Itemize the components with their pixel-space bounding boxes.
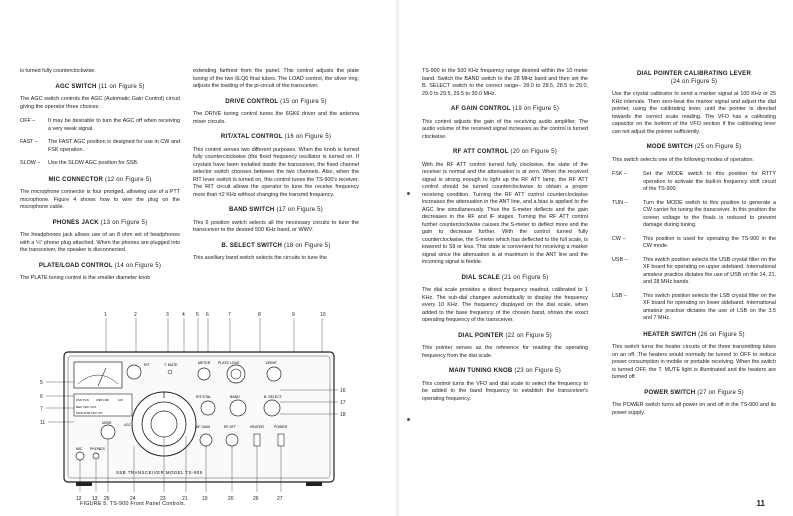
paragraph: TS-900 to the 500 KHz frequency range desired within the 10 meter band. Switch the BAND switch to the 28 MHz band and then set the B. SELECT switch to the correct range– 28.0 to 28.5, 28.5 to 29.0, 29.0 to 29.5, 29.5 to 30.0 MHz. xyxy=(422,68,588,97)
agc-definition-list xyxy=(20,118,180,168)
paragraph: The headphones jack allows use of an 8 ohm set of headphones with a ¼" phone plug attached. When the phones are plugged into the transceiver, the speaker is disconnected. xyxy=(20,232,180,253)
section-heading-rit-xtal: RIT/XTAL CONTROL (16 on Figure 5) xyxy=(220,133,332,140)
section-heading-phones: PHONES JACK (13 on Figure 5) xyxy=(52,218,148,226)
definition-term: FAST – xyxy=(20,139,38,145)
section-heading-mic: MIC CONNECTOR (12 on Figure 5) xyxy=(48,175,152,183)
paragraph: This switch turns the heater circuits of the three transmitting tubes on an off. The heaters would normally be turned to OFF to reduce power consumption in mobile or portable receiving. When the switch is turned OFF, the T. MUTE light is illuminated and the heaters are turned off. xyxy=(612,344,776,380)
panel-label: FSK TUN xyxy=(76,398,89,402)
callout-number: 16 xyxy=(340,388,346,394)
callout-number: 13 xyxy=(92,496,98,502)
callout-number: 1 xyxy=(104,312,107,318)
rit-knob xyxy=(127,365,141,379)
panel-label: USB LSB xyxy=(96,398,109,402)
phones-jack xyxy=(93,453,99,459)
panel-label: RF ATT xyxy=(224,425,236,429)
callout-number: 6 xyxy=(206,312,209,318)
af-gain-knob xyxy=(200,434,212,446)
section-heading-power: POWER SWITCH (27 on Figure 5) xyxy=(644,388,744,396)
paragraph: The dial scale provides a direct frequency readout, calibrated to 1 KHz. The sub-dial changes automatically to display the frequency every 10 KHz. The frequency displayed on the dial scale, when added to the base frequency of the chosen band, shows the exact operating frequency of the transceiver. xyxy=(422,287,588,323)
panel-label: BAND xyxy=(230,395,240,399)
callout-number: 27 xyxy=(277,496,283,502)
section-heading-rf-att: RF ATT CONTROL (20 on Figure 5) xyxy=(453,148,557,155)
panel-label: AGC xyxy=(124,423,131,427)
callout-number: 19 xyxy=(202,496,208,502)
panel-label: RIT xyxy=(144,363,150,367)
paragraph: With the RF ATT control turned fully clockwise, the state of the receiver is normal and the attenuation is at zero. When the received signal is strong enough to light up the RF ATT lamp, the RF ATT control should be turned counterclockwise to obtain a proper receiving condition. Turning the RF ATT control counterclockwise increases the attenuation in the ANT line, and a bias is applied to the AGC line simultaneously. Thus the S-meter deflects and the gain decreases in the RF and IF stages. Turning the RF ATT control further counterclockwise causes the S-meter to deflect more and the gain to decrease further. With the control turned fully counterclockwise, the S-meter which has deflected to the full scale, is lowered to S9 or less. This state is convenient for receiving a marker signal since the attenuation is at maximum in the ANT line and the incoming signal is feeble. xyxy=(422,161,588,265)
callout-leaders-top xyxy=(106,318,322,354)
panel-label: REC OFF VOX xyxy=(76,405,97,409)
definition-term: USB – xyxy=(612,256,628,263)
callout-number: 17 xyxy=(340,400,346,406)
power-switch xyxy=(278,434,284,446)
definition-term: TUN – xyxy=(612,199,628,206)
column-1 xyxy=(20,68,180,290)
callout-number: 26 xyxy=(253,496,259,502)
paragraph: The POWER switch turns all power on and off in the TS-900 and its power supply. xyxy=(612,402,776,416)
mic-connector xyxy=(76,452,84,460)
b-select-knob xyxy=(264,400,280,416)
callout-number: 5 xyxy=(40,380,43,386)
callout-number: 7 xyxy=(228,312,231,318)
section-heading-heater: HEATER SWITCH (26 on Figure 5) xyxy=(643,330,745,338)
definition-term: CW – xyxy=(612,235,626,242)
section-heading-b-select: B. SELECT SWITCH (18 on Figure 5) xyxy=(221,241,331,249)
paragraph: This pointer serves as the reference for reading the operating frequency from the dial scale. xyxy=(422,345,588,359)
mode-definition-list xyxy=(612,171,776,323)
panel-label: MODE xyxy=(102,421,112,425)
panel-label: MON MTR OFF ON xyxy=(76,411,103,415)
binding-hole xyxy=(407,418,410,421)
panel-label: POWER xyxy=(274,425,288,429)
paragraph: This switch selects one of the following modes of operation. xyxy=(612,156,755,163)
section-heading-dial-pointer: DIAL POINTER (22 on Figure 5) xyxy=(458,331,552,339)
definition-desc: The FAST AGC position is designed for use in CW and FSK operation. xyxy=(48,139,180,153)
page-number: 11 xyxy=(756,499,765,508)
column-4 xyxy=(612,68,776,424)
definition-desc: This position is used for operating the TS-900 in the CW mode. xyxy=(643,235,776,249)
callout-number: 6 xyxy=(40,394,43,400)
section-heading-band: BAND SWITCH (17 on Figure 5) xyxy=(229,206,323,213)
callout-number: 9 xyxy=(292,312,295,318)
paragraph: extending farthest from the panel. This control adjusts the plate tuning of the two 6LQ6 final tubes. The LOAD control, the silver ring, adjusts the loading of the pi-circuit of the transceiver. xyxy=(193,68,359,89)
front-panel-figure xyxy=(36,306,356,506)
section-heading-calibrating-lever: DIAL POINTER CALIBRATING LEVER (24 on Figure 5) xyxy=(636,70,752,85)
callout-number: 7 xyxy=(40,406,43,412)
paragraph: This 6 position switch selects all the necessary circuits to tune the transceiver to the desired 500 KHz band, or WWV. xyxy=(193,219,359,233)
section-heading-af-gain: AF GAIN CONTROL (19 on Figure 5) xyxy=(450,105,560,112)
paragraph: This control turns the VFO and dial scale to select the frequency to be added to the band frequency to establish the transceiver's operating frequency. xyxy=(422,380,588,402)
model-label: SSB TRANSCEIVER MODEL TS-900 xyxy=(116,470,203,475)
meter-switch-knob xyxy=(198,368,210,380)
definition-desc: It may be desirable to turn the AGC off when receiving a very weak signal. xyxy=(48,118,180,132)
paragraph: This auxiliary band switch selects the circuits to tune the xyxy=(193,255,327,261)
panel-label: METER xyxy=(198,361,211,365)
mode-knob xyxy=(101,425,115,439)
callout-number: 11 xyxy=(40,420,46,426)
panel-label: T. MUTE xyxy=(164,363,178,367)
callout-number: 25 xyxy=(104,496,110,502)
column-2 xyxy=(193,68,359,270)
page-gutter xyxy=(396,0,399,516)
band-switch-knob xyxy=(230,400,246,416)
rf-att-knob xyxy=(226,434,238,446)
definition-desc: Turn the MODE switch to this position to generate a CW carrier for tuning the transceiver. In this position the screen voltage to the finals is reduced to prevent damage during tuning. xyxy=(643,199,776,228)
panel-label: B. SELECT xyxy=(264,395,282,399)
panel-label: RIT/XTAL xyxy=(196,395,212,399)
panel-label: AF GAIN xyxy=(196,425,211,429)
paragraph: The PLATE tuning control is the smaller diameter knob xyxy=(20,275,151,281)
panel-label: PHONES xyxy=(90,447,105,451)
paragraph: This control serves two different purposes. When the knob is turned fully counterclockwise (the fixed frequency oscillator is turned on. If crystals have been installed inside the transceiver, the fixed channel selector switch chooses between the two channels. Also, when the RIT lever switch is turned on, this control tunes the TS-900's receiver. The RIT circuit allows the operator to tune the receive frequency more than ±2 KHz without changing the transmit frequency. xyxy=(193,146,359,198)
callout-number: 2 xyxy=(134,312,137,318)
callout-number: 3 xyxy=(166,312,169,318)
callout-number: 23 xyxy=(160,496,166,502)
top-callouts xyxy=(104,312,326,318)
paragraph: Use the crystal calibrator to send a marker signal at 100 KHz or 25 KHz intervals. Then zero-beat the marker signal and adjust the dial pointer, using the calibrating lever, until the pointer is directed towards the correct scale reading. The VFO has a calibrating capacitor on the bottom of the VFO section if the calibrating lever can not adjust the pointer sufficiently. xyxy=(612,91,776,135)
section-heading-plate-load: PLATE/LOAD CONTROL (14 on Figure 5) xyxy=(38,261,162,269)
panel-label: PLATE LOAD xyxy=(218,361,240,365)
paragraph: The microphone connector is four pronged, allowing use of a PTT microphone. Figure 4 shows how to wire the plug on the microphone cable. xyxy=(20,189,180,210)
callout-number: 18 xyxy=(340,412,346,418)
definition-desc: This switch position selects the USB crystal filter on the XF board for operating on upper sideband. International amateur practice dictates the use of USB on the 14, 21, and 28 MHz bands. xyxy=(643,256,776,285)
rit-xtal-knob xyxy=(201,401,215,415)
section-heading-agc: AGC SWITCH (11 on Figure 5) xyxy=(55,82,145,90)
panel-label: MIC xyxy=(76,447,83,451)
definition-term: SLOW – xyxy=(20,160,41,166)
callout-number: 5 xyxy=(196,312,199,318)
section-heading-main-tuning: MAIN TUNING KNOB (23 on Figure 5) xyxy=(449,367,561,374)
definition-desc: Set the MODE switch to this position for RTTY operation to activate the built-in frequency shift circuit of the TS-900. xyxy=(643,171,776,192)
definition-desc: This switch position selects the LSB crystal filter on the XF board for operating on lower sideband. International amateur practice dictates the use of LSB on the 3.5 and 7 MHz. xyxy=(643,292,776,321)
panel-label: DRIVE xyxy=(266,361,277,365)
figure-caption: FIGURE 5. TS-900 Front Panel Controls. xyxy=(80,501,186,507)
definition-term: LSB – xyxy=(612,292,627,299)
binding-hole xyxy=(407,192,410,195)
paragraph: The DRIVE tuning control tunes the 6GK6 driver and the antenna mixer circuits. xyxy=(193,111,359,125)
paragraph: The AGC switch controls the AGC (Automatic Gain Control) circuit giving the operator three choices: xyxy=(20,96,180,110)
panel-label: HEATER xyxy=(250,425,264,429)
paragraph: This control adjusts the gain of the receiving audio amplifier. The audio volume of the received signal increases as the control is turned clockwise. xyxy=(422,118,588,140)
column-3 xyxy=(422,68,588,410)
callout-number: 10 xyxy=(320,312,326,318)
panel-label: CW xyxy=(118,398,123,402)
paragraph: is turned fully counterclockwise. xyxy=(20,68,96,74)
section-heading-dial-scale: DIAL SCALE (21 on Figure 5) xyxy=(461,273,549,281)
definition-desc: Use the SLOW AGC position for SSB. xyxy=(48,160,139,166)
callout-number: 20 xyxy=(228,496,234,502)
definition-term: OFF – xyxy=(20,118,36,124)
callout-number: 21 xyxy=(182,496,188,502)
callout-number: 12 xyxy=(76,496,82,502)
callout-number: 4 xyxy=(182,312,185,318)
drive-knob xyxy=(267,367,281,381)
main-tuning-knob xyxy=(151,411,177,437)
definition-term: FSK – xyxy=(612,171,627,177)
callout-number: 24 xyxy=(130,496,136,502)
section-heading-mode: MODE SWITCH (25 on Figure 5) xyxy=(646,143,742,150)
heater-switch xyxy=(254,434,260,446)
callout-number: 8 xyxy=(258,312,261,318)
section-heading-drive: DRIVE CONTROL (15 on Figure 5) xyxy=(225,97,327,105)
